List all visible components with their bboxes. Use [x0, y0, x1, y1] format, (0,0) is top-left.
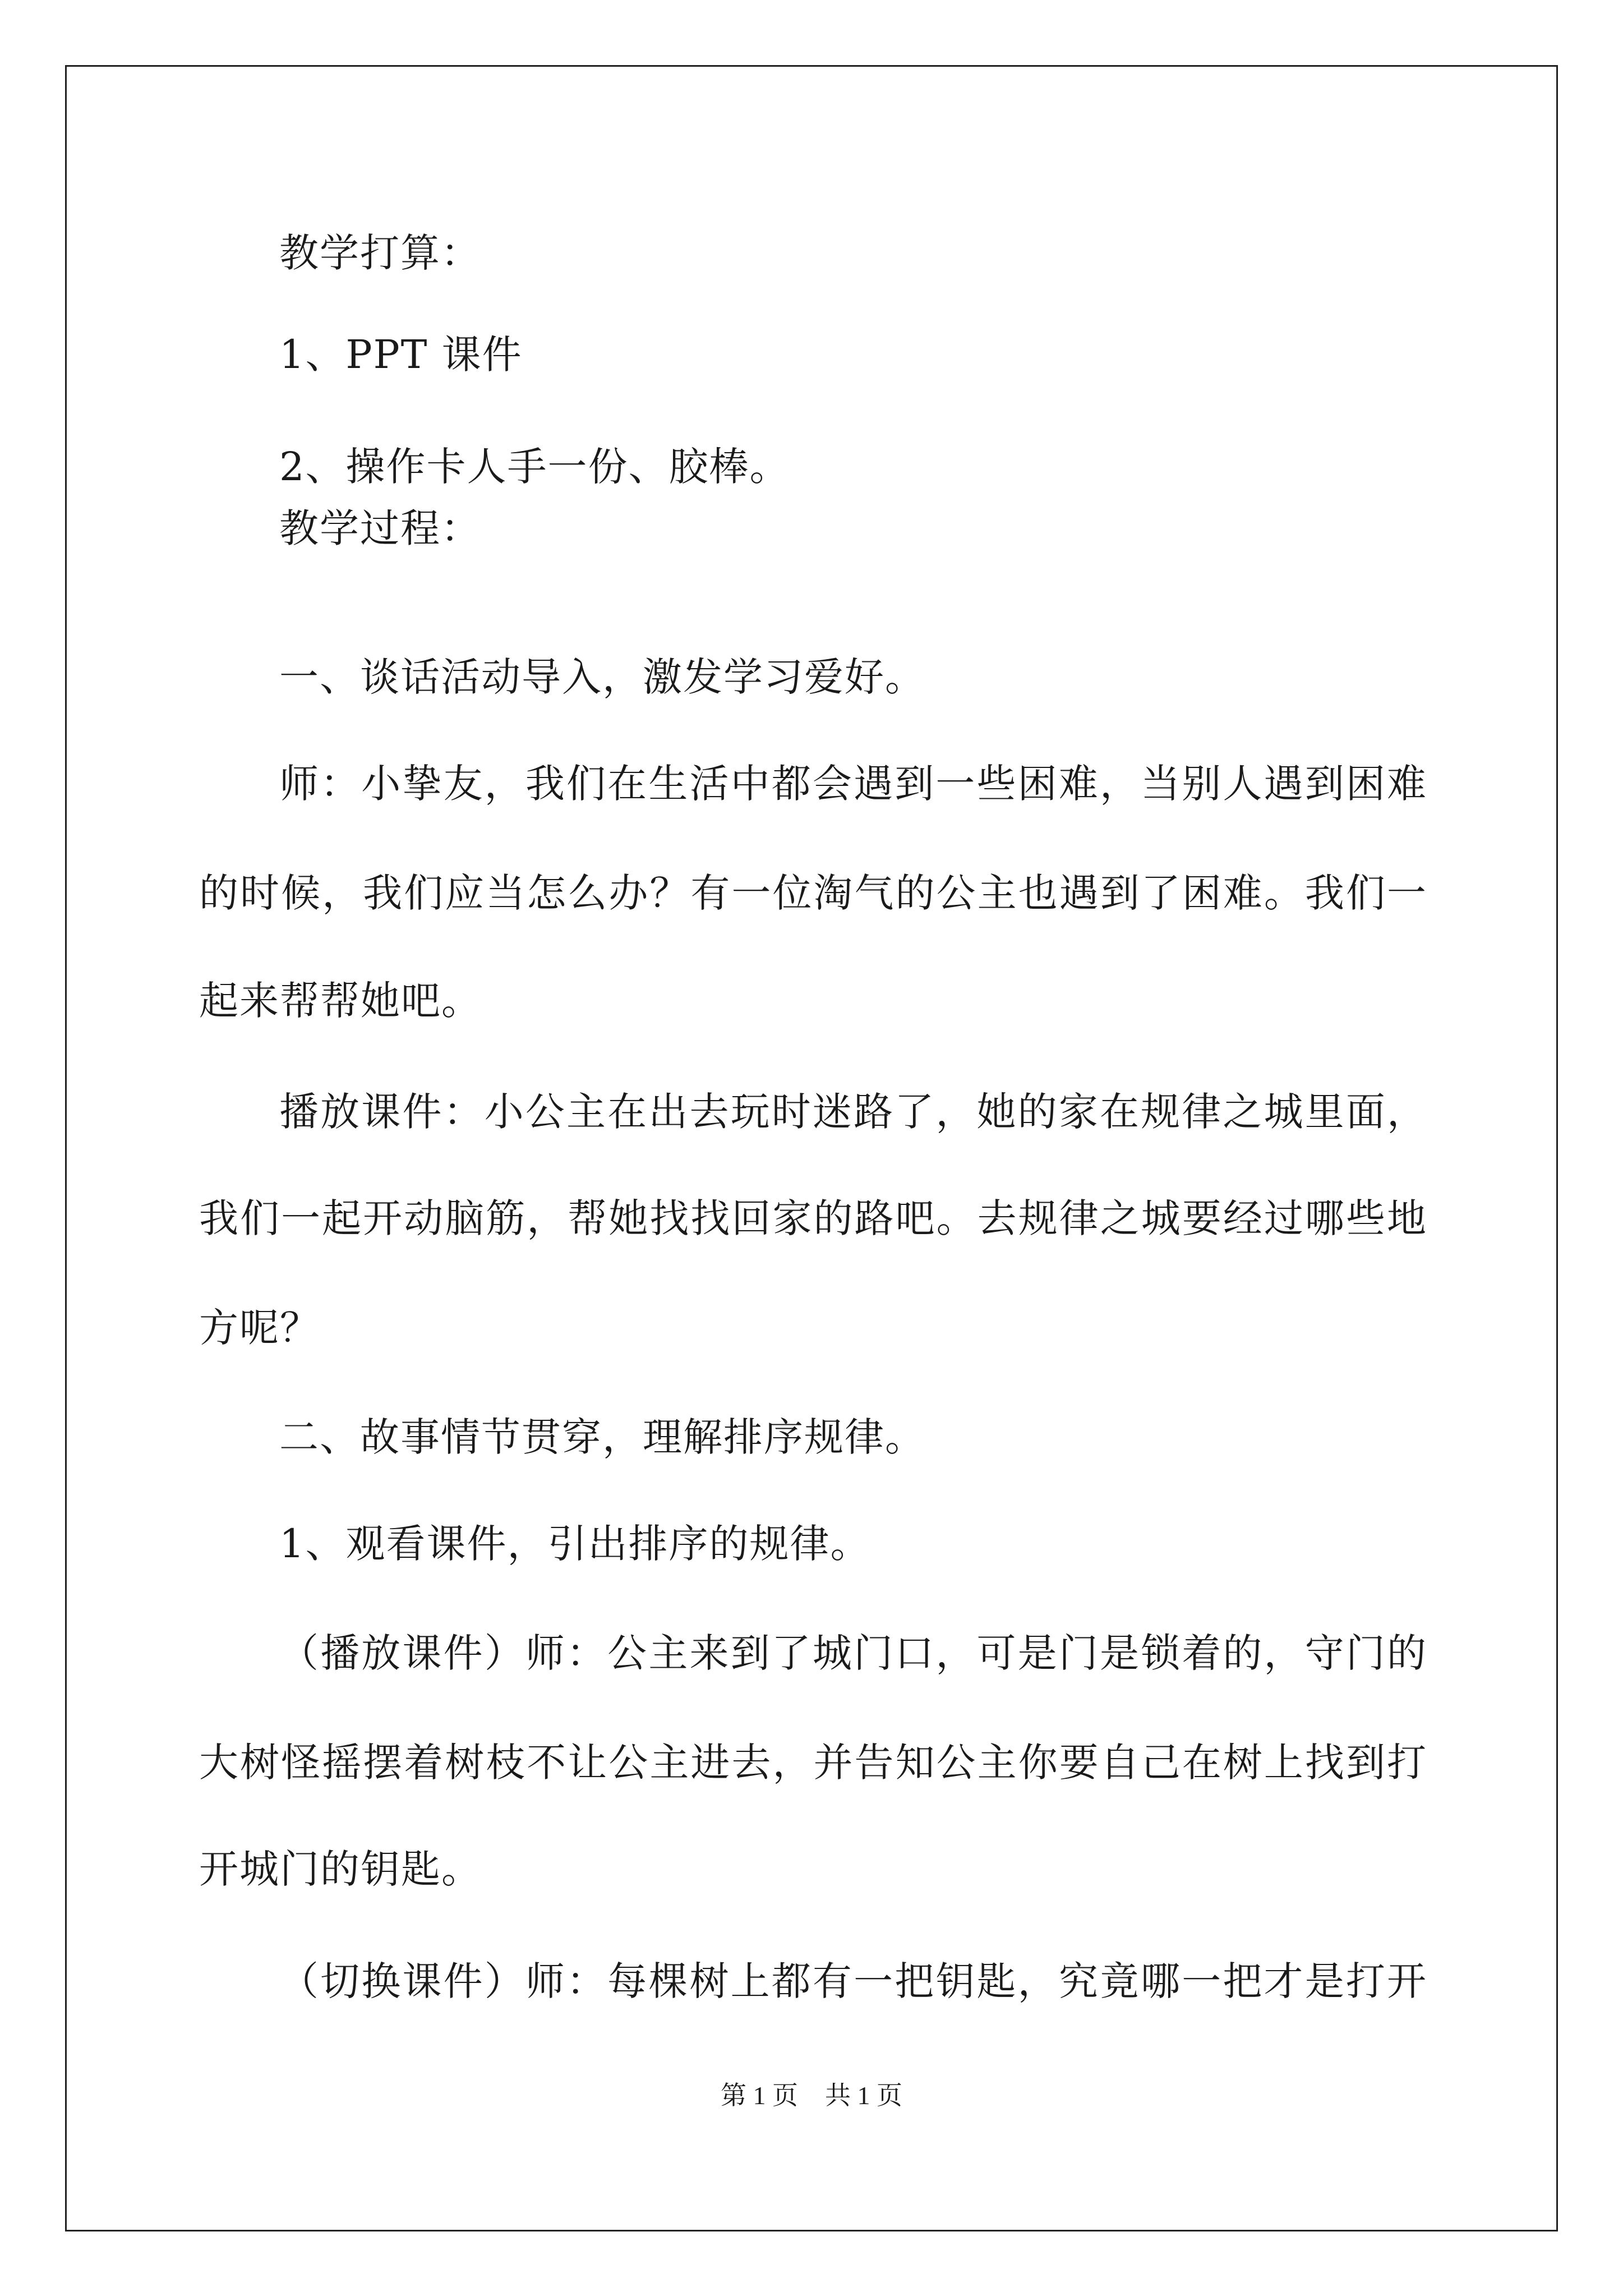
- text-line: 的时候，我们应当怎么办？有一位淘气的公主也遇到了困难。我们一: [199, 870, 1427, 916]
- page-number: 第 1 页: [721, 2081, 798, 2110]
- text-line: 一、谈话活动导入，激发学习爱好。: [279, 654, 925, 700]
- text-line: （播放课件）师：公主来到了城门口，可是门是锁着的，守门的: [279, 1630, 1427, 1676]
- text-line: 起来帮帮她吧。: [199, 978, 482, 1024]
- text-line: 1、观看课件，引出排序的规律。: [279, 1521, 871, 1567]
- text-line: 1、PPT 课件: [279, 332, 523, 378]
- text-line: 师：小挚友，我们在生活中都会遇到一些困难，当别人遇到困难: [279, 761, 1427, 807]
- text-line: 教学打算：: [279, 230, 481, 276]
- text-line: 播放课件：小公主在出去玩时迷路了，她的家在规律之城里面，: [279, 1089, 1427, 1135]
- page-footer: [0, 2080, 1623, 2111]
- text-line: 教学过程：: [279, 505, 481, 551]
- page-border: [65, 65, 1558, 2231]
- text-line: 二、故事情节贯穿，理解排序规律。: [279, 1414, 925, 1460]
- text-line: 2、操作卡人手一份、胶棒。: [279, 444, 790, 490]
- text-line: 大树怪摇摆着树枝不让公主进去，并告知公主你要自己在树上找到打: [199, 1740, 1427, 1786]
- text-line: 开城门的钥匙。: [199, 1846, 482, 1892]
- page-total: 共 1 页: [825, 2081, 902, 2110]
- text-line: 方呢？: [199, 1305, 320, 1351]
- text-line: （切换课件）师：每棵树上都有一把钥匙，究竟哪一把才是打开: [279, 1958, 1427, 2004]
- text-line: 我们一起开动脑筋，帮她找找回家的路吧。去规律之城要经过哪些地: [199, 1195, 1427, 1241]
